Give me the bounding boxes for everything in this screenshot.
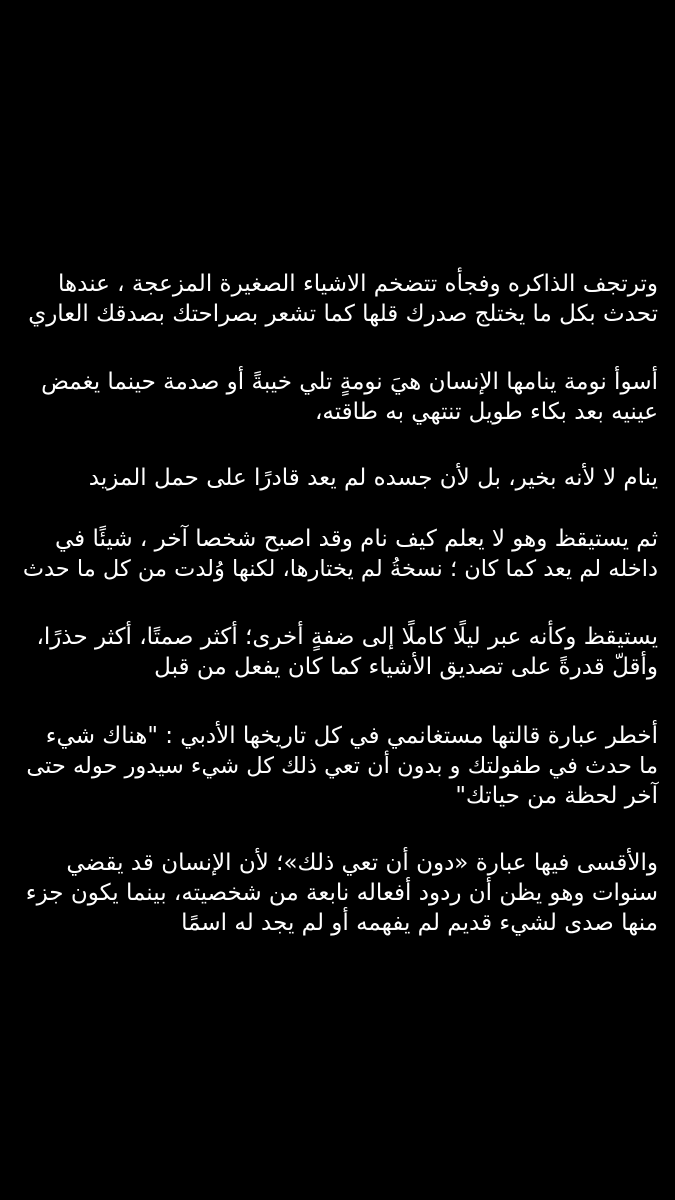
text-line: وترتجف الذاكره وفجأه تتضخم الاشياء الصغيرة المزعجة ، عندها [58, 271, 658, 297]
text-line: ينام لا لأنه بخير، بل لأن جسده لم يعد قادرًا على حمل المزيد [88, 465, 658, 491]
text-line: والأقسى فيها عبارة «دون أن تعي ذلك»؛ لأن الإنسان قد يقضي [66, 850, 658, 876]
paragraph-wakes-another-person [18, 524, 658, 584]
text-line: داخله لم يعد كما كان ؛ نسخةُ لم يختارها، لكنها وُلدت من كل ما حدث [22, 556, 658, 582]
paragraph-memory [18, 269, 658, 329]
text-line: سنوات وهو يظن أن ردود أفعاله نابعة من شخصيته، بينما يكون جزء [25, 880, 658, 906]
text-line: ثم يستيقظ وهو لا يعلم كيف نام وقد اصبح شخصا آخر ، شيئًا في [54, 526, 658, 552]
paragraph-crossed-night [18, 622, 658, 682]
paragraph-harshest-phrase [18, 848, 658, 938]
text-line: وأقلّ قدرةً على تصديق الأشياء كما كان يفعل من قبل [154, 654, 658, 680]
text-line: أخطر عبارة قالتها مستغانمي في كل تاريخها الأدبي : "هناك شيء [45, 723, 658, 749]
paragraph-sleeps-not-fine [18, 463, 658, 493]
text-line: ما حدث في طفولتك و بدون أن تعي ذلك كل شيء سيدور حوله حتى [26, 753, 658, 779]
text-line: آخر لحظة من حياتك" [455, 783, 658, 809]
text-line: أسوأ نومة ينامها الإنسان هيَ نومةٍ تلي خيبةً أو صدمة حينما يغمض [41, 369, 658, 395]
text-line: منها صدى لشيء قديم لم يفهمه أو لم يجد له اسمًا [181, 910, 658, 936]
text-line: تحدث بكل ما يختلج صدرك قلها كما تشعر بصراحتك بصدقك العاري [28, 301, 658, 327]
paragraph-worst-sleep [18, 367, 658, 427]
paragraph-quote [18, 721, 658, 811]
text-line: عينيه بعد بكاء طويل تنتهي به طاقته، [314, 399, 658, 425]
text-line: يستيقظ وكأنه عبر ليلًا كاملًا إلى ضفةٍ أخرى؛ أكثر صمتًا، أكثر حذرًا، [36, 624, 658, 650]
